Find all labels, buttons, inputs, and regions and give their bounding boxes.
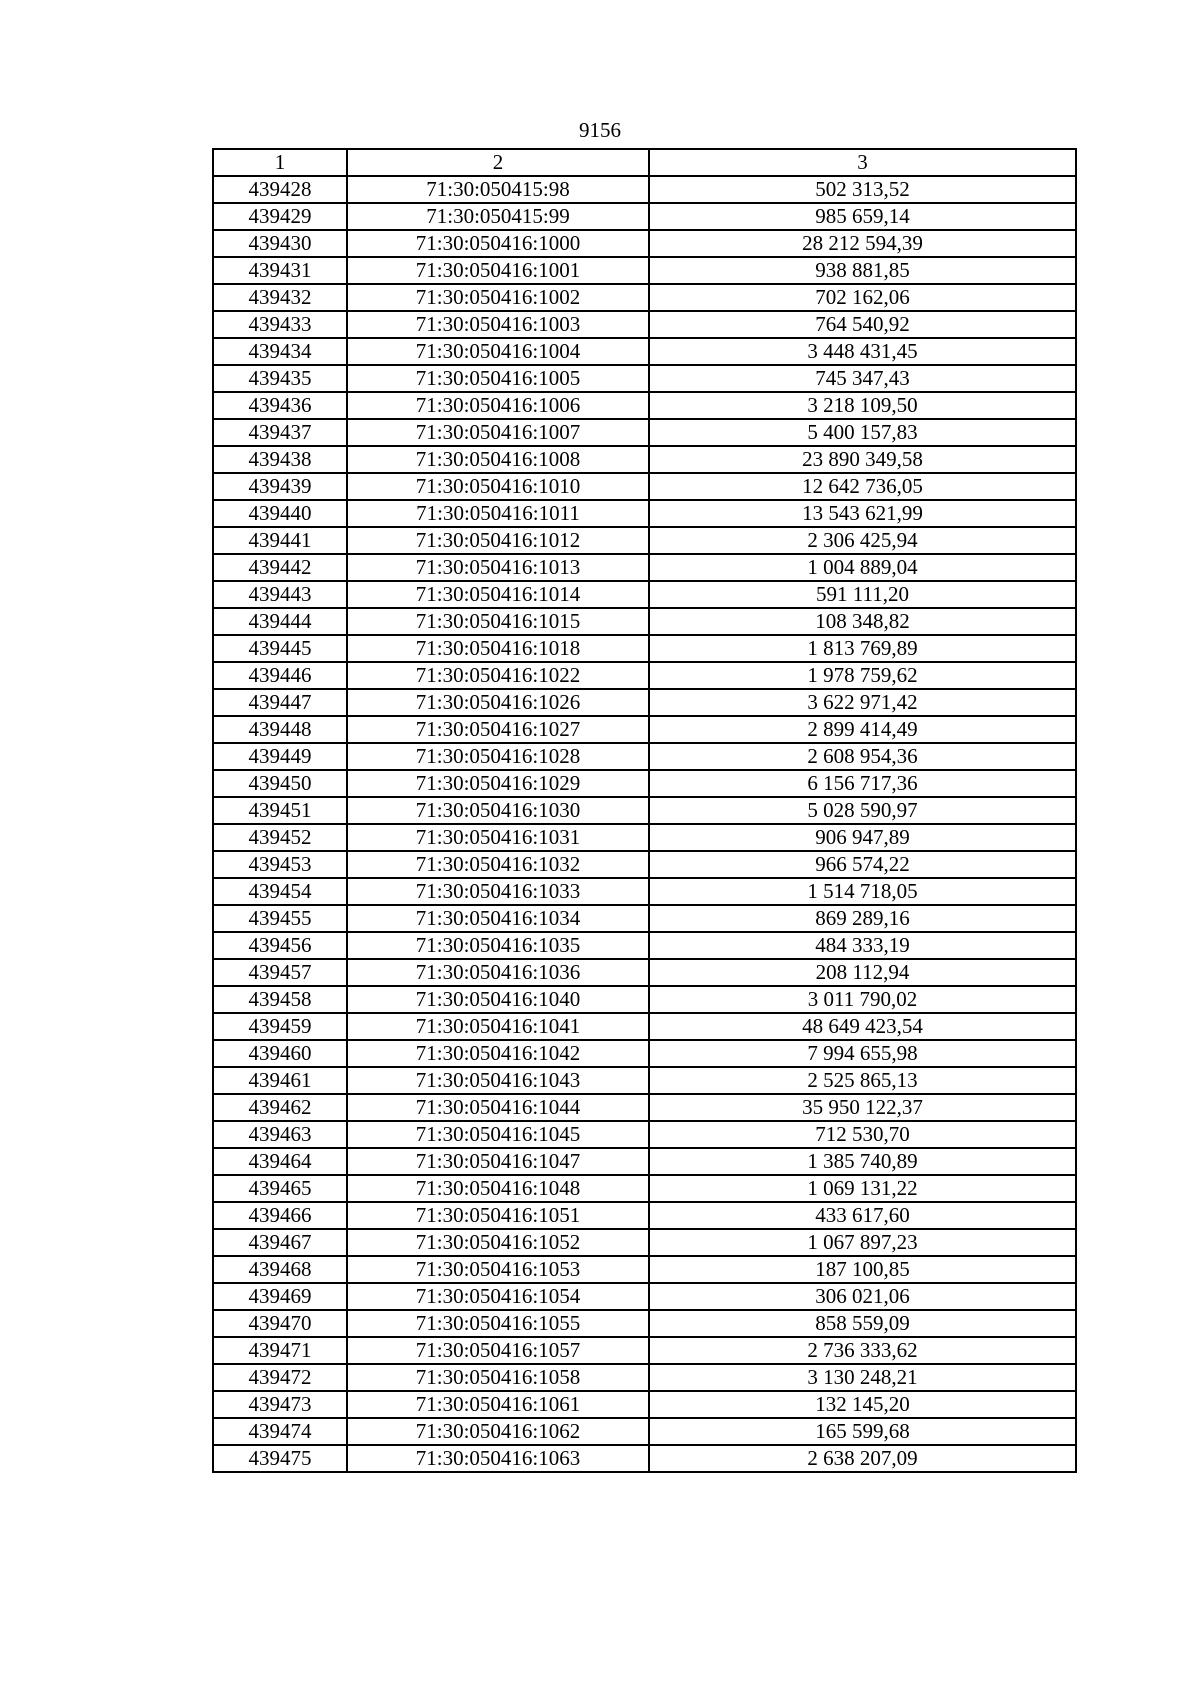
value-cell: 28 212 594,39 xyxy=(649,230,1076,257)
value-cell: 938 881,85 xyxy=(649,257,1076,284)
row-number-cell: 439437 xyxy=(213,419,347,446)
row-number-cell: 439462 xyxy=(213,1094,347,1121)
cadastral-number-cell: 71:30:050416:1058 xyxy=(347,1364,649,1391)
cadastral-number-cell: 71:30:050416:1040 xyxy=(347,986,649,1013)
row-number-cell: 439459 xyxy=(213,1013,347,1040)
value-cell: 484 333,19 xyxy=(649,932,1076,959)
row-number-cell: 439448 xyxy=(213,716,347,743)
column-number-2: 2 xyxy=(347,149,649,176)
value-cell: 306 021,06 xyxy=(649,1283,1076,1310)
value-cell: 48 649 423,54 xyxy=(649,1013,1076,1040)
value-cell: 985 659,14 xyxy=(649,203,1076,230)
row-number-cell: 439454 xyxy=(213,878,347,905)
value-cell: 6 156 717,36 xyxy=(649,770,1076,797)
table-row xyxy=(213,1391,1076,1418)
row-number-cell: 439470 xyxy=(213,1310,347,1337)
row-number-cell: 439429 xyxy=(213,203,347,230)
cadastral-number-cell: 71:30:050416:1048 xyxy=(347,1175,649,1202)
value-cell: 3 218 109,50 xyxy=(649,392,1076,419)
cadastral-number-cell: 71:30:050415:98 xyxy=(347,176,649,203)
table-row xyxy=(213,1094,1076,1121)
value-cell: 591 111,20 xyxy=(649,581,1076,608)
value-cell: 35 950 122,37 xyxy=(649,1094,1076,1121)
value-cell: 712 530,70 xyxy=(649,1121,1076,1148)
cadastral-number-cell: 71:30:050416:1004 xyxy=(347,338,649,365)
value-cell: 3 011 790,02 xyxy=(649,986,1076,1013)
cadastral-number-cell: 71:30:050416:1005 xyxy=(347,365,649,392)
table-row xyxy=(213,689,1076,716)
table-row xyxy=(213,527,1076,554)
cadastral-number-cell: 71:30:050416:1032 xyxy=(347,851,649,878)
value-cell: 3 622 971,42 xyxy=(649,689,1076,716)
row-number-cell: 439439 xyxy=(213,473,347,500)
row-number-cell: 439428 xyxy=(213,176,347,203)
table-row xyxy=(213,770,1076,797)
cadastral-number-cell: 71:30:050416:1033 xyxy=(347,878,649,905)
table-row xyxy=(213,905,1076,932)
row-number-cell: 439430 xyxy=(213,230,347,257)
table-row xyxy=(213,311,1076,338)
row-number-cell: 439458 xyxy=(213,986,347,1013)
value-cell: 3 448 431,45 xyxy=(649,338,1076,365)
value-cell: 1 514 718,05 xyxy=(649,878,1076,905)
table-row xyxy=(213,1445,1076,1472)
cadastral-number-cell: 71:30:050416:1027 xyxy=(347,716,649,743)
value-cell: 1 067 897,23 xyxy=(649,1229,1076,1256)
cadastral-number-cell: 71:30:050416:1036 xyxy=(347,959,649,986)
table-row xyxy=(213,392,1076,419)
row-number-cell: 439443 xyxy=(213,581,347,608)
cadastral-number-cell: 71:30:050416:1062 xyxy=(347,1418,649,1445)
column-number-3: 3 xyxy=(649,149,1076,176)
value-cell: 2 638 207,09 xyxy=(649,1445,1076,1472)
cadastral-number-cell: 71:30:050416:1053 xyxy=(347,1256,649,1283)
cadastral-number-cell: 71:30:050416:1057 xyxy=(347,1337,649,1364)
table-row xyxy=(213,608,1076,635)
table-row xyxy=(213,1040,1076,1067)
cadastral-number-cell: 71:30:050416:1043 xyxy=(347,1067,649,1094)
table-row xyxy=(213,1283,1076,1310)
row-number-cell: 439440 xyxy=(213,500,347,527)
cadastral-number-cell: 71:30:050416:1054 xyxy=(347,1283,649,1310)
cadastral-number-cell: 71:30:050416:1013 xyxy=(347,554,649,581)
cadastral-number-cell: 71:30:050416:1015 xyxy=(347,608,649,635)
cadastral-number-cell: 71:30:050416:1026 xyxy=(347,689,649,716)
value-cell: 1 978 759,62 xyxy=(649,662,1076,689)
row-number-cell: 439432 xyxy=(213,284,347,311)
table-row xyxy=(213,743,1076,770)
table-row xyxy=(213,932,1076,959)
table-row xyxy=(213,1310,1076,1337)
cadastral-number-cell: 71:30:050416:1007 xyxy=(347,419,649,446)
table-row xyxy=(213,1202,1076,1229)
cadastral-number-cell: 71:30:050416:1063 xyxy=(347,1445,649,1472)
value-cell: 433 617,60 xyxy=(649,1202,1076,1229)
table-row xyxy=(213,1175,1076,1202)
value-cell: 7 994 655,98 xyxy=(649,1040,1076,1067)
cadastral-number-cell: 71:30:050416:1006 xyxy=(347,392,649,419)
row-number-cell: 439468 xyxy=(213,1256,347,1283)
table-row xyxy=(213,1148,1076,1175)
value-cell: 858 559,09 xyxy=(649,1310,1076,1337)
value-cell: 869 289,16 xyxy=(649,905,1076,932)
table-row xyxy=(213,851,1076,878)
cadastral-number-cell: 71:30:050416:1030 xyxy=(347,797,649,824)
table-row xyxy=(213,1418,1076,1445)
cadastral-number-cell: 71:30:050416:1028 xyxy=(347,743,649,770)
row-number-cell: 439466 xyxy=(213,1202,347,1229)
row-number-cell: 439433 xyxy=(213,311,347,338)
cadastral-number-cell: 71:30:050416:1022 xyxy=(347,662,649,689)
table-row xyxy=(213,257,1076,284)
row-number-cell: 439449 xyxy=(213,743,347,770)
cadastral-number-cell: 71:30:050416:1047 xyxy=(347,1148,649,1175)
cadastral-number-cell: 71:30:050415:99 xyxy=(347,203,649,230)
row-number-cell: 439435 xyxy=(213,365,347,392)
value-cell: 187 100,85 xyxy=(649,1256,1076,1283)
table-row xyxy=(213,338,1076,365)
row-number-cell: 439452 xyxy=(213,824,347,851)
table-row xyxy=(213,797,1076,824)
cadastral-number-cell: 71:30:050416:1029 xyxy=(347,770,649,797)
value-cell: 108 348,82 xyxy=(649,608,1076,635)
cadastral-number-cell: 71:30:050416:1034 xyxy=(347,905,649,932)
table-row xyxy=(213,203,1076,230)
table-row xyxy=(213,230,1076,257)
cadastral-number-cell: 71:30:050416:1001 xyxy=(347,257,649,284)
value-cell: 23 890 349,58 xyxy=(649,446,1076,473)
cadastral-number-cell: 71:30:050416:1011 xyxy=(347,500,649,527)
value-cell: 2 306 425,94 xyxy=(649,527,1076,554)
row-number-cell: 439442 xyxy=(213,554,347,581)
row-number-cell: 439474 xyxy=(213,1418,347,1445)
value-cell: 764 540,92 xyxy=(649,311,1076,338)
cadastral-number-cell: 71:30:050416:1000 xyxy=(347,230,649,257)
table-row xyxy=(213,878,1076,905)
table-row xyxy=(213,176,1076,203)
row-number-cell: 439464 xyxy=(213,1148,347,1175)
value-cell: 5 028 590,97 xyxy=(649,797,1076,824)
value-cell: 132 145,20 xyxy=(649,1391,1076,1418)
table-row xyxy=(213,419,1076,446)
table-row xyxy=(213,446,1076,473)
table-row xyxy=(213,500,1076,527)
value-cell: 2 899 414,49 xyxy=(649,716,1076,743)
row-number-cell: 439434 xyxy=(213,338,347,365)
row-number-cell: 439438 xyxy=(213,446,347,473)
row-number-cell: 439444 xyxy=(213,608,347,635)
registry-table xyxy=(212,148,1077,1473)
table-row xyxy=(213,1121,1076,1148)
row-number-cell: 439460 xyxy=(213,1040,347,1067)
cadastral-number-cell: 71:30:050416:1002 xyxy=(347,284,649,311)
cadastral-number-cell: 71:30:050416:1045 xyxy=(347,1121,649,1148)
row-number-cell: 439475 xyxy=(213,1445,347,1472)
table-row xyxy=(213,473,1076,500)
page-number: 9156 xyxy=(579,118,621,142)
value-cell: 2 525 865,13 xyxy=(649,1067,1076,1094)
value-cell: 1 385 740,89 xyxy=(649,1148,1076,1175)
value-cell: 3 130 248,21 xyxy=(649,1364,1076,1391)
cadastral-number-cell: 71:30:050416:1018 xyxy=(347,635,649,662)
table-row xyxy=(213,986,1076,1013)
value-cell: 2 736 333,62 xyxy=(649,1337,1076,1364)
row-number-cell: 439472 xyxy=(213,1364,347,1391)
table-row xyxy=(213,1256,1076,1283)
value-cell: 12 642 736,05 xyxy=(649,473,1076,500)
table-row xyxy=(213,1067,1076,1094)
row-number-cell: 439431 xyxy=(213,257,347,284)
table-row xyxy=(213,1364,1076,1391)
cadastral-number-cell: 71:30:050416:1008 xyxy=(347,446,649,473)
value-cell: 745 347,43 xyxy=(649,365,1076,392)
table-row xyxy=(213,959,1076,986)
value-cell: 5 400 157,83 xyxy=(649,419,1076,446)
row-number-cell: 439467 xyxy=(213,1229,347,1256)
cadastral-number-cell: 71:30:050416:1003 xyxy=(347,311,649,338)
table-row xyxy=(213,1337,1076,1364)
row-number-cell: 439445 xyxy=(213,635,347,662)
cadastral-number-cell: 71:30:050416:1012 xyxy=(347,527,649,554)
value-cell: 13 543 621,99 xyxy=(649,500,1076,527)
table-row xyxy=(213,716,1076,743)
table-row xyxy=(213,662,1076,689)
row-number-cell: 439450 xyxy=(213,770,347,797)
row-number-cell: 439473 xyxy=(213,1391,347,1418)
cadastral-number-cell: 71:30:050416:1052 xyxy=(347,1229,649,1256)
value-cell: 906 947,89 xyxy=(649,824,1076,851)
value-cell: 502 313,52 xyxy=(649,176,1076,203)
table-row xyxy=(213,824,1076,851)
row-number-cell: 439461 xyxy=(213,1067,347,1094)
value-cell: 2 608 954,36 xyxy=(649,743,1076,770)
value-cell: 208 112,94 xyxy=(649,959,1076,986)
row-number-cell: 439469 xyxy=(213,1283,347,1310)
column-number-1: 1 xyxy=(213,149,347,176)
cadastral-number-cell: 71:30:050416:1055 xyxy=(347,1310,649,1337)
value-cell: 966 574,22 xyxy=(649,851,1076,878)
value-cell: 165 599,68 xyxy=(649,1418,1076,1445)
row-number-cell: 439441 xyxy=(213,527,347,554)
row-number-cell: 439457 xyxy=(213,959,347,986)
cadastral-number-cell: 71:30:050416:1042 xyxy=(347,1040,649,1067)
value-cell: 1 069 131,22 xyxy=(649,1175,1076,1202)
row-number-cell: 439455 xyxy=(213,905,347,932)
cadastral-number-cell: 71:30:050416:1044 xyxy=(347,1094,649,1121)
cadastral-number-cell: 71:30:050416:1014 xyxy=(347,581,649,608)
row-number-cell: 439436 xyxy=(213,392,347,419)
cadastral-number-cell: 71:30:050416:1041 xyxy=(347,1013,649,1040)
cadastral-number-cell: 71:30:050416:1051 xyxy=(347,1202,649,1229)
table-row xyxy=(213,635,1076,662)
row-number-cell: 439456 xyxy=(213,932,347,959)
value-cell: 702 162,06 xyxy=(649,284,1076,311)
value-cell: 1 004 889,04 xyxy=(649,554,1076,581)
cadastral-number-cell: 71:30:050416:1061 xyxy=(347,1391,649,1418)
column-number-row xyxy=(213,149,1076,176)
table-row xyxy=(213,1013,1076,1040)
table-row xyxy=(213,284,1076,311)
row-number-cell: 439446 xyxy=(213,662,347,689)
cadastral-number-cell: 71:30:050416:1010 xyxy=(347,473,649,500)
row-number-cell: 439447 xyxy=(213,689,347,716)
row-number-cell: 439471 xyxy=(213,1337,347,1364)
row-number-cell: 439451 xyxy=(213,797,347,824)
table-row xyxy=(213,581,1076,608)
row-number-cell: 439453 xyxy=(213,851,347,878)
table-body xyxy=(213,176,1076,1472)
row-number-cell: 439463 xyxy=(213,1121,347,1148)
cadastral-number-cell: 71:30:050416:1035 xyxy=(347,932,649,959)
table-row xyxy=(213,554,1076,581)
table-row xyxy=(213,365,1076,392)
value-cell: 1 813 769,89 xyxy=(649,635,1076,662)
table-row xyxy=(213,1229,1076,1256)
row-number-cell: 439465 xyxy=(213,1175,347,1202)
cadastral-number-cell: 71:30:050416:1031 xyxy=(347,824,649,851)
